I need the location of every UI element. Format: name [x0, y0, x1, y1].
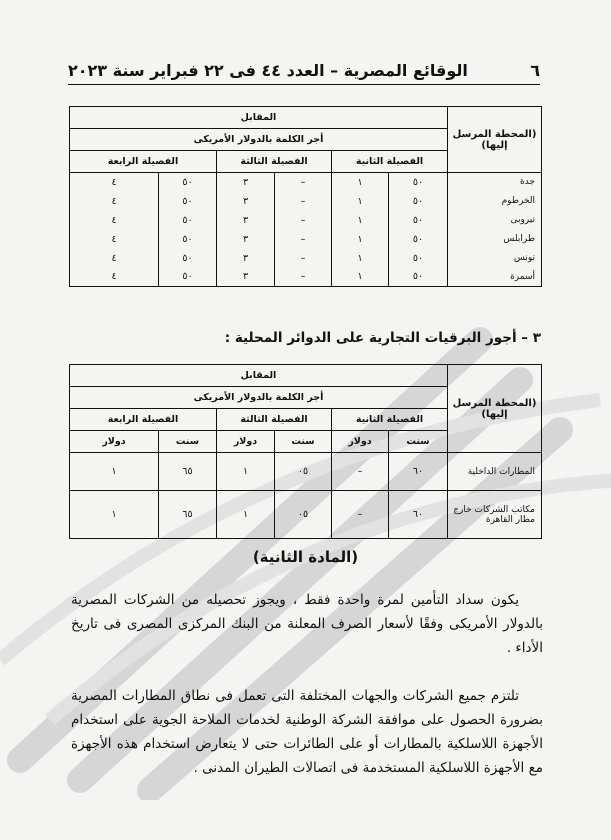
- rate-cell: ٣: [217, 230, 275, 249]
- article-paragraph-1: يكون سداد التأمين لمرة واحدة فقط ، ويجوز تحصيله من الشركات المصرية بالدولار الأمريكى وفقًا لأسعار الصرف المعلنة من البنك المركزى المصرى فى تاريخ الأداء .: [71, 592, 543, 656]
- rate-cell: –: [275, 230, 332, 249]
- rate-cell: ٦٠: [389, 453, 448, 491]
- class-2-header: الفصيلة الثانية: [332, 409, 448, 431]
- article-paragraph-2: تلتزم جميع الشركات والجهات المختلفة التى تعمل فى نطاق المطارات المصرية بضرورة الحصول على موافقة الشركة الوطنية لخدمات الملاحة الجوية على استخدام الأجهزة اللاسلكية بالمطارات أو على الطائرات حتى لا يتعارض استخدام هذه الأجهزة مع الأجهزة اللاسلكية المستخدمة فى اتصالات الطيران المدنى .: [71, 688, 543, 776]
- rate-cell: ١: [217, 453, 275, 491]
- rate-cell: ١: [332, 249, 389, 268]
- table-row: [70, 192, 542, 211]
- rate-cell: ١: [332, 230, 389, 249]
- station-name: طرابلس: [448, 230, 542, 249]
- unit-dollar-header: دولار: [332, 431, 389, 453]
- rate-cell: ١: [332, 192, 389, 211]
- station-name: مكاتب الشركات خارج مطار القاهرة: [448, 491, 542, 539]
- word-rate-header: أجر الكلمة بالدولار الأمريكى: [70, 387, 448, 409]
- class-4-header: الفصيلة الرابعة: [70, 409, 217, 431]
- rate-cell: ٤: [70, 249, 159, 268]
- rate-cell: ٤: [70, 173, 159, 192]
- class-2-header: الفصيلة الثانية: [332, 151, 448, 173]
- rate-cell: ٣: [217, 173, 275, 192]
- rate-cell: ٥٠: [389, 173, 448, 192]
- rate-cell: –: [275, 249, 332, 268]
- rate-cell: ٤: [70, 230, 159, 249]
- station-name: تونس: [448, 249, 542, 268]
- rate-cell: ١: [217, 491, 275, 539]
- rate-cell: –: [275, 192, 332, 211]
- rate-cell: ١: [332, 211, 389, 230]
- page-header: [68, 58, 540, 82]
- rate-cell: ٣: [217, 249, 275, 268]
- rate-cell: ٣: [217, 268, 275, 287]
- rate-cell: –: [332, 453, 389, 491]
- unit-dollar-header: دولار: [217, 431, 275, 453]
- rate-cell: ١: [332, 268, 389, 287]
- rate-cell: –: [275, 173, 332, 192]
- table-row: [70, 249, 542, 268]
- rate-cell: ٥٠: [389, 211, 448, 230]
- rate-cell: ٥٠: [159, 249, 217, 268]
- rate-cell: –: [332, 491, 389, 539]
- header-rule: [68, 84, 540, 85]
- station-column-header: (المحطة المرسل إليها): [448, 107, 542, 173]
- rate-cell: ٤: [70, 268, 159, 287]
- rate-cell: –: [275, 268, 332, 287]
- unit-cent-header: سنت: [275, 431, 332, 453]
- table-row: [70, 491, 542, 539]
- station-name: الخرطوم: [448, 192, 542, 211]
- unit-cent-header: سنت: [159, 431, 217, 453]
- table-row: [70, 230, 542, 249]
- class-3-header: الفصيلة الثالثة: [217, 409, 332, 431]
- rate-cell: ١: [332, 173, 389, 192]
- rate-cell: ٠٥: [275, 491, 332, 539]
- rate-cell: ٦٥: [159, 453, 217, 491]
- rate-cell: ٠٥: [275, 453, 332, 491]
- rate-cell: ٤: [70, 192, 159, 211]
- unit-dollar-header: دولار: [70, 431, 159, 453]
- station-name: جدة: [448, 173, 542, 192]
- rate-cell: ٥٠: [159, 211, 217, 230]
- class-4-header: الفصيلة الرابعة: [70, 151, 217, 173]
- page-number: ٦: [530, 60, 540, 80]
- class-3-header: الفصيلة الثالثة: [217, 151, 332, 173]
- rate-cell: ٣: [217, 192, 275, 211]
- consideration-header: المقابل: [70, 365, 448, 387]
- rate-cell: ٥٠: [389, 268, 448, 287]
- rates-table-international: [69, 106, 542, 287]
- unit-cent-header: سنت: [389, 431, 448, 453]
- rate-cell: ٦٠: [389, 491, 448, 539]
- rate-cell: ٣: [217, 211, 275, 230]
- rate-cell: ٦٥: [159, 491, 217, 539]
- station-name: نيروبى: [448, 211, 542, 230]
- table-row: [70, 268, 542, 287]
- gazette-title: الوقائع المصرية – العدد ٤٤ فى ٢٢ فبراير سنة ٢٠٢٣: [68, 60, 468, 80]
- station-name: أسمرة: [448, 268, 542, 287]
- rate-cell: ١: [70, 453, 159, 491]
- rates-table-local: [69, 364, 542, 539]
- table-row: [70, 173, 542, 192]
- rate-cell: ٥٠: [389, 249, 448, 268]
- section-heading: ٣ – أجور البرقيات التجارية على الدوائر المحلية :: [224, 330, 541, 346]
- station-column-header: (المحطة المرسل إليها): [448, 365, 542, 453]
- rate-cell: ٥٠: [159, 173, 217, 192]
- rate-cell: ٤: [70, 211, 159, 230]
- rate-cell: –: [275, 211, 332, 230]
- rate-cell: ٥٠: [389, 230, 448, 249]
- consideration-header: المقابل: [70, 107, 448, 129]
- article-title: (المادة الثانية): [252, 548, 359, 566]
- rate-cell: ٥٠: [159, 192, 217, 211]
- rate-cell: ١: [70, 491, 159, 539]
- station-name: المطارات الداخلية: [448, 453, 542, 491]
- rate-cell: ٥٠: [159, 230, 217, 249]
- table-row: [70, 453, 542, 491]
- rate-cell: ٥٠: [389, 192, 448, 211]
- rate-cell: ٥٠: [159, 268, 217, 287]
- word-rate-header: أجر الكلمة بالدولار الأمريكى: [70, 129, 448, 151]
- table-row: [70, 211, 542, 230]
